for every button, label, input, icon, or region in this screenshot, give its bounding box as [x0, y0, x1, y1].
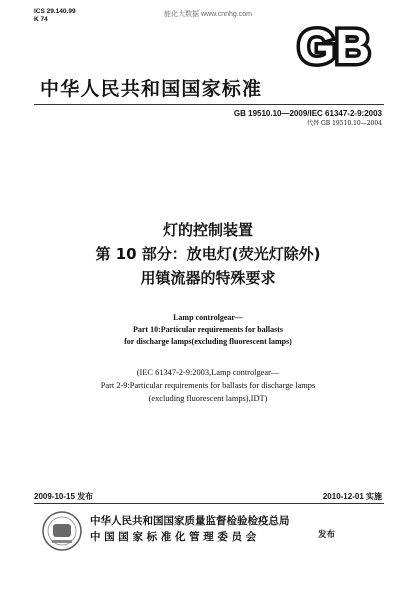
iec-reference-line-2: Part 2-9:Particular requirements for ballasts for discharge lamps [100, 381, 316, 390]
issuer-line-2: 中 国 国 家 标 准 化 管 理 委 员 会 [90, 531, 257, 543]
implement-date: 2010-12-01 实施 [322, 492, 382, 501]
standard-number: GB 19510.10—2009/IEC 61347-2-9:2003 [233, 109, 382, 118]
ics-code: ICS 29.140.99 [34, 8, 76, 15]
footer-divider [34, 503, 384, 504]
publish-label: 发布 [318, 530, 336, 540]
iec-reference-line-3: (excluding fluorescent lamps),IDT) [148, 394, 268, 403]
official-seal-icon [40, 509, 84, 553]
title-zh-line-1: 灯的控制装置 [162, 221, 253, 239]
issuer-line-1: 中华人民共和国国家质量监督检验检疫总局 [90, 515, 290, 527]
issue-date: 2009-10-15 发布 [34, 492, 94, 501]
header-divider [34, 104, 384, 105]
title-en-line-3: for discharge lamps(excluding fluorescent lamps) [124, 337, 292, 346]
gb-logo-icon [284, 20, 384, 70]
title-zh-line-2: 第 10 部分：放电灯(荧光灯除外) [95, 245, 321, 263]
ccs-code: K 74 [34, 16, 48, 23]
standard-type-title: 中华人民共和国国家标准 [40, 78, 263, 100]
gb-logo-text: GB [298, 21, 370, 70]
title-en-line-2: Part 10:Particular requirements for ballasts [132, 325, 284, 334]
title-zh-line-3: 用镇流器的特殊要求 [140, 269, 276, 287]
replaces-note: 代替 GB 19510.10—2004 [307, 120, 382, 127]
title-en-line-1: Lamp controlgear— [173, 313, 243, 322]
watermark-text: 能化大数据 www.cnnhg.com [164, 11, 252, 18]
iec-reference-line-1: (IEC 61347-2-9:2003,Lamp controlgear— [136, 368, 280, 377]
